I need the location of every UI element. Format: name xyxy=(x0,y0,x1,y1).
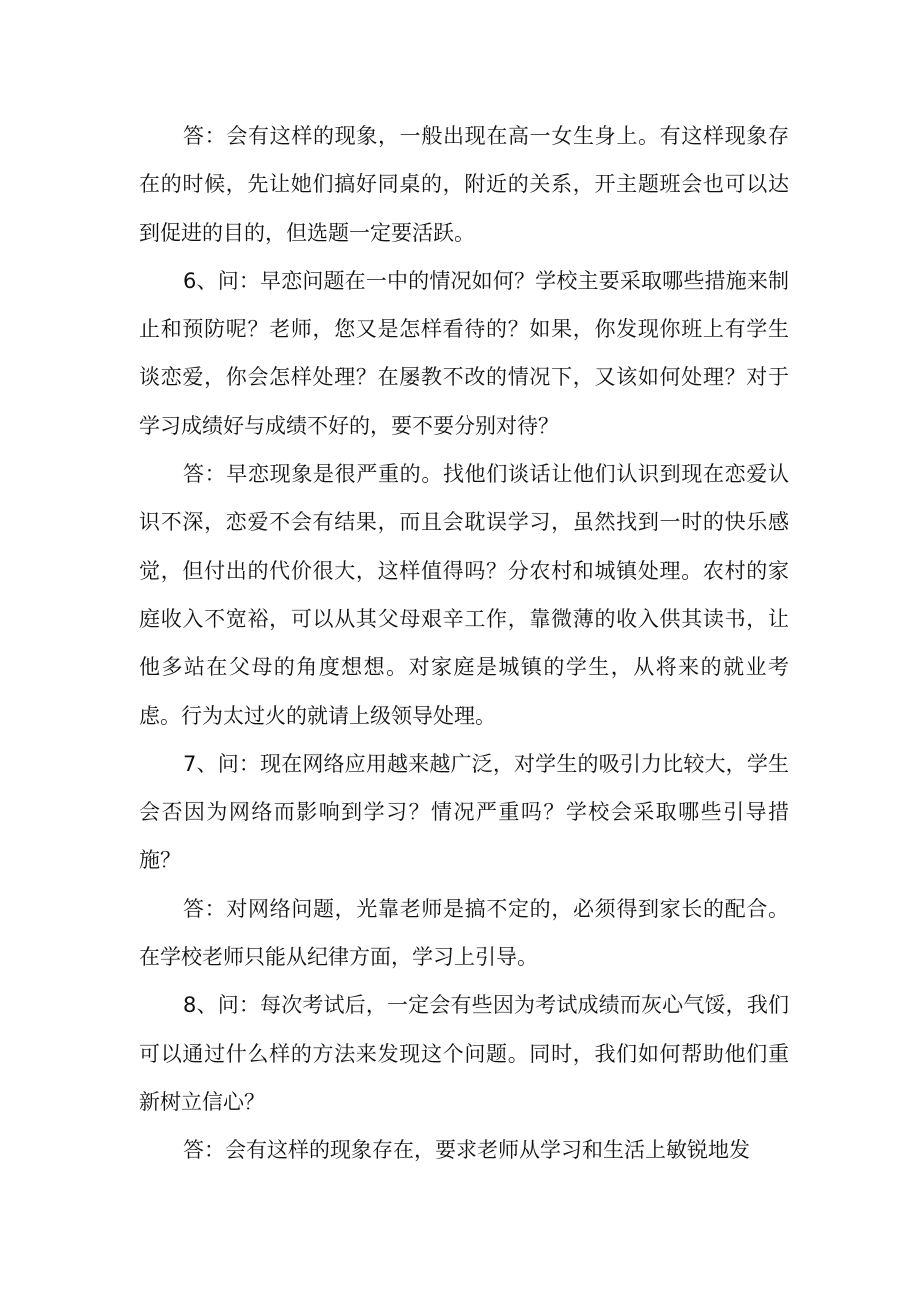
paragraph-question-6: 6、问：早恋问题在一中的情况如何？学校主要采取哪些措施来制止和预防呢？老师，您又是怎样看待的？如果，你发现你班上有学生谈恋爱，你会怎样处理？在屡教不改的情况下，又该如何处理？对于学习成绩好与成绩不好的，要不要分别对待？ xyxy=(139,268,789,438)
paragraph-question-8: 8、问：每次考试后，一定会有些因为考试成绩而灰心气馁，我们可以通过什么样的方法来发现这个问题。同时，我们如何帮助他们重新树立信心？ xyxy=(139,993,789,1114)
paragraph-answer-8: 答：会有这样的现象存在，要求老师从学习和生活上敏锐地发 xyxy=(183,1138,750,1163)
document-body xyxy=(139,112,789,1175)
paragraph-answer-6: 答：早恋现象是很严重的。找他们谈话让他们认识到现在恋爱认识不深，恋爱不会有结果，而且会耽误学习，虽然找到一时的快乐感觉，但付出的代价很大，这样值得吗？分农村和城镇处理。农村的家庭收入不宽裕，可以从其父母艰辛工作，靠微薄的收入供其读书，让他多站在父母的角度想想。对家庭是城镇的学生，从将来的就业考虑。行为太过火的就请上级领导处理。 xyxy=(139,462,789,728)
paragraph-question-7: 7、问：现在网络应用越来越广泛，对学生的吸引力比较大，学生会否因为网络而影响到学习？情况严重吗？学校会采取哪些引导措施？ xyxy=(139,751,789,873)
paragraph-answer-7: 答：对网络问题，光靠老师是搞不定的，必须得到家长的配合。在学校老师只能从纪律方面，学习上引导。 xyxy=(139,896,789,970)
paragraph-answer-5: 答：会有这样的现象，一般出现在高一女生身上。有这样现象存在的时候，先让她们搞好同桌的，附近的关系，开主题班会也可以达到促进的目的，但选题一定要活跃。 xyxy=(139,124,789,245)
